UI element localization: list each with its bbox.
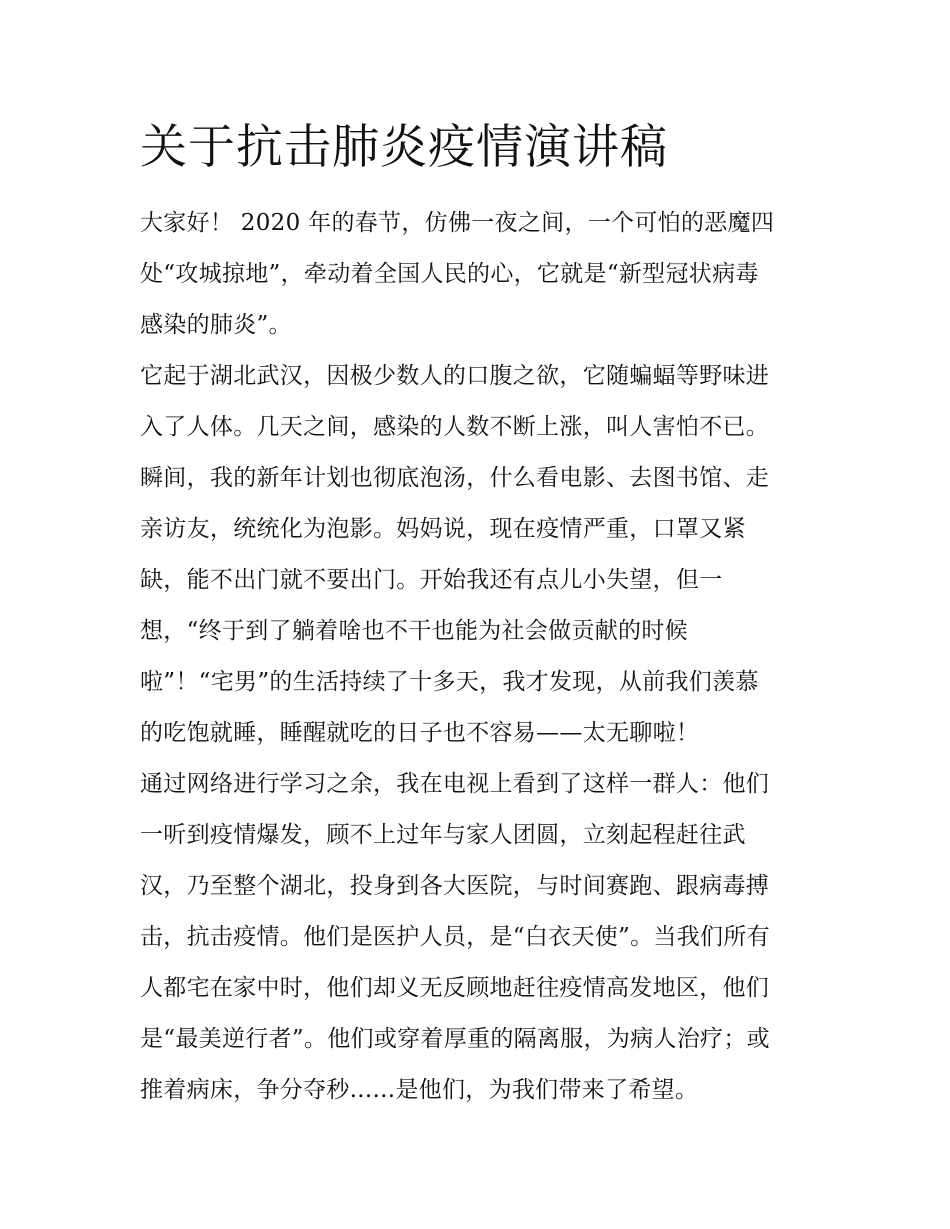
text-line: 缺，能不出门就不要出门。开始我还有点儿小失望，但一 [140,567,723,593]
text-line: 想，“终于到了躺着啥也不干也能为社会做贡献的时候 [140,618,688,644]
text-line: 的吃饱就睡，睡醒就吃的日子也不容易——太无聊啦！ [140,720,700,746]
text-line: 感染的肺炎”。 [140,312,292,338]
text-line: 入了人体。几天之间，感染的人数不断上涨，叫人害怕不已。 [140,414,770,440]
text-line: 是“最美逆行者”。他们或穿着厚重的隔离服，为病人治疗；或 [140,1026,770,1052]
text-line: 它起于湖北武汉，因极少数人的口腹之欲，它随蝙蝠等野味进 [140,363,770,389]
document-title: 关于抗击肺炎疫情演讲稿 [140,120,668,175]
text-line: 一听到疫情爆发，顾不上过年与家人团圆，立刻起程赶往武 [140,822,746,848]
text-line: 推着病床，争分夺秒......是他们，为我们带来了希望。 [140,1077,699,1103]
text-line: 瞬间，我的新年计划也彻底泡汤，什么看电影、去图书馆、走 [140,465,770,491]
text-line: 大家好！ 2020 年的春节，仿佛一夜之间，一个可怕的恶魔四 [140,210,775,236]
text-line: 通过网络进行学习之余，我在电视上看到了这样一群人：他们 [140,771,770,797]
text-line: 啦”！“宅男”的生活持续了十多天，我才发现，从前我们羡慕 [140,669,759,695]
text-line: 汉，乃至整个湖北，投身到各大医院，与时间赛跑、跟病毒搏 [140,873,770,899]
text-line: 处“攻城掠地”，牵动着全国人民的心，它就是“新型冠状病毒 [140,261,759,287]
text-line: 亲访友，统统化为泡影。妈妈说，现在疫情严重，口罩又紧 [140,516,746,542]
document-body [140,198,820,1116]
text-line: 击，抗击疫情。他们是医护人员，是“白衣天使”。当我们所有 [140,924,770,950]
text-line: 人都宅在家中时，他们却义无反顾地赶往疫情高发地区，他们 [140,975,770,1001]
